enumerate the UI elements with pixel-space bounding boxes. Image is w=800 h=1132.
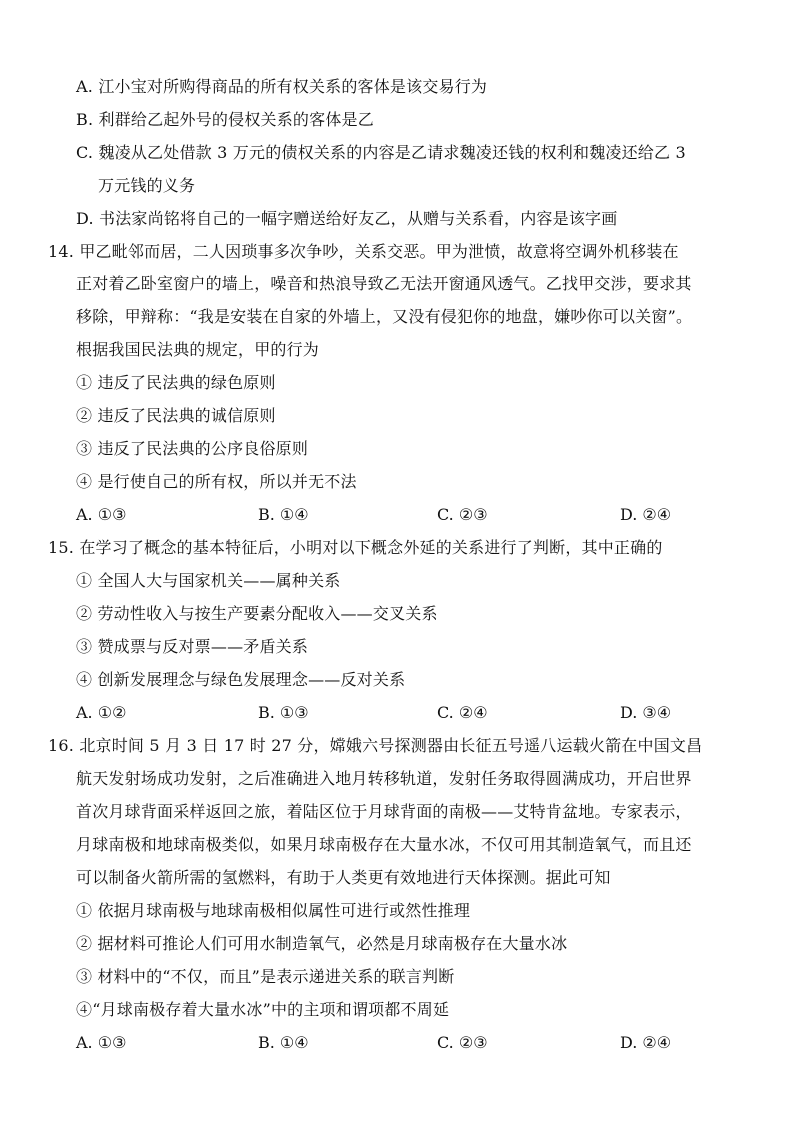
q15-choice-d[interactable]: D. ③④ [620,703,672,722]
q15-stem-line1: 15. 在学习了概念的基本特征后，小明对以下概念外延的关系进行了判断，其中正确的 [48,538,663,557]
q16-choice-b[interactable]: B. ①④ [258,1033,309,1052]
q16-choice-c[interactable]: C. ②③ [437,1033,488,1052]
q16-stem-line5: 可以制备火箭所需的氢燃料，有助于人类更有效地进行天体探测。据此可知 [76,868,611,887]
q16-choice-a[interactable]: A. ①③ [76,1033,127,1052]
q14-choice-a[interactable]: A. ①③ [76,505,127,524]
q14-item-3: ③ 违反了民法典的公序良俗原则 [76,439,309,458]
q14-stem-line1: 14. 甲乙毗邻而居，二人因琐事多次争吵，关系交恶。甲为泄愤，故意将空调外机移装在 [48,242,679,261]
q13-option-b: B. 利群给乙起外号的侵权关系的客体是乙 [76,110,374,129]
q15-choice-a[interactable]: A. ①② [76,703,127,722]
q15-choices [0,702,800,724]
q14-stem-line2: 正对着乙卧室窗户的墙上，噪音和热浪导致乙无法开窗通风透气。乙找甲交涉，要求其 [76,274,692,293]
q16-stem-line2: 航天发射场成功发射，之后准确进入地月转移轨道，发射任务取得圆满成功，开启世界 [76,769,692,788]
q16-choice-d[interactable]: D. ②④ [620,1033,672,1052]
q14-stem-line3: 移除，甲辩称：“我是安装在自家的外墙上，又没有侵犯你的地盘，嫌吵你可以关窗”。 [76,307,693,326]
q15-item-3: ③ 赞成票与反对票——矛盾关系 [76,637,309,656]
q16-stem-line1: 16. 北京时间 5 月 3 日 17 时 27 分，嫦娥六号探测器由长征五号遥八运载火箭在中国文昌 [48,736,703,755]
q15-item-4: ④ 创新发展理念与绿色发展理念——反对关系 [76,670,406,689]
q16-choices [0,1032,800,1054]
q14-choice-d[interactable]: D. ②④ [620,505,672,524]
q16-item-4: ④“月球南极存着大量水冰”中的主项和谓项都不周延 [76,1000,450,1019]
q15-choice-b[interactable]: B. ①③ [258,703,309,722]
q14-item-1: ① 违反了民法典的绿色原则 [76,373,276,392]
q16-item-3: ③ 材料中的“不仅，而且”是表示递进关系的联言判断 [76,967,455,986]
q14-choice-c[interactable]: C. ②③ [437,505,488,524]
q16-item-2: ② 据材料可推论人们可用水制造氧气，必然是月球南极存在大量水冰 [76,934,568,953]
q14-choices [0,504,800,526]
q14-item-2: ② 违反了民法典的诚信原则 [76,406,276,425]
q13-option-d: D. 书法家尚铭将自己的一幅字赠送给好友乙，从赠与关系看，内容是该字画 [76,209,618,228]
q15-choice-c[interactable]: C. ②④ [437,703,488,722]
q13-option-a: A. 江小宝对所购得商品的所有权关系的客体是该交易行为 [76,77,488,96]
q14-stem-line4: 根据我国民法典的规定，甲的行为 [76,340,320,359]
q16-stem-line4: 月球南极和地球南极类似，如果月球南极存在大量水冰，不仅可用其制造氧气，而且还 [76,835,692,854]
q14-choice-b[interactable]: B. ①④ [258,505,309,524]
q16-stem-line3: 首次月球背面采样返回之旅，着陆区位于月球背面的南极——艾特肯盆地。专家表示， [76,802,692,821]
q15-item-2: ② 劳动性收入与按生产要素分配收入——交叉关系 [76,604,438,623]
q13-option-c-line2: 万元钱的义务 [98,176,196,195]
q15-item-1: ① 全国人大与国家机关——属种关系 [76,571,341,590]
q14-item-4: ④ 是行使自己的所有权，所以并无不法 [76,472,357,491]
q16-item-1: ① 依据月球南极与地球南极相似属性可进行或然性推理 [76,901,471,920]
q13-option-c-line1: C. 魏凌从乙处借款 3 万元的债权关系的内容是乙请求魏凌还钱的权利和魏凌还给乙 3 [76,143,686,162]
